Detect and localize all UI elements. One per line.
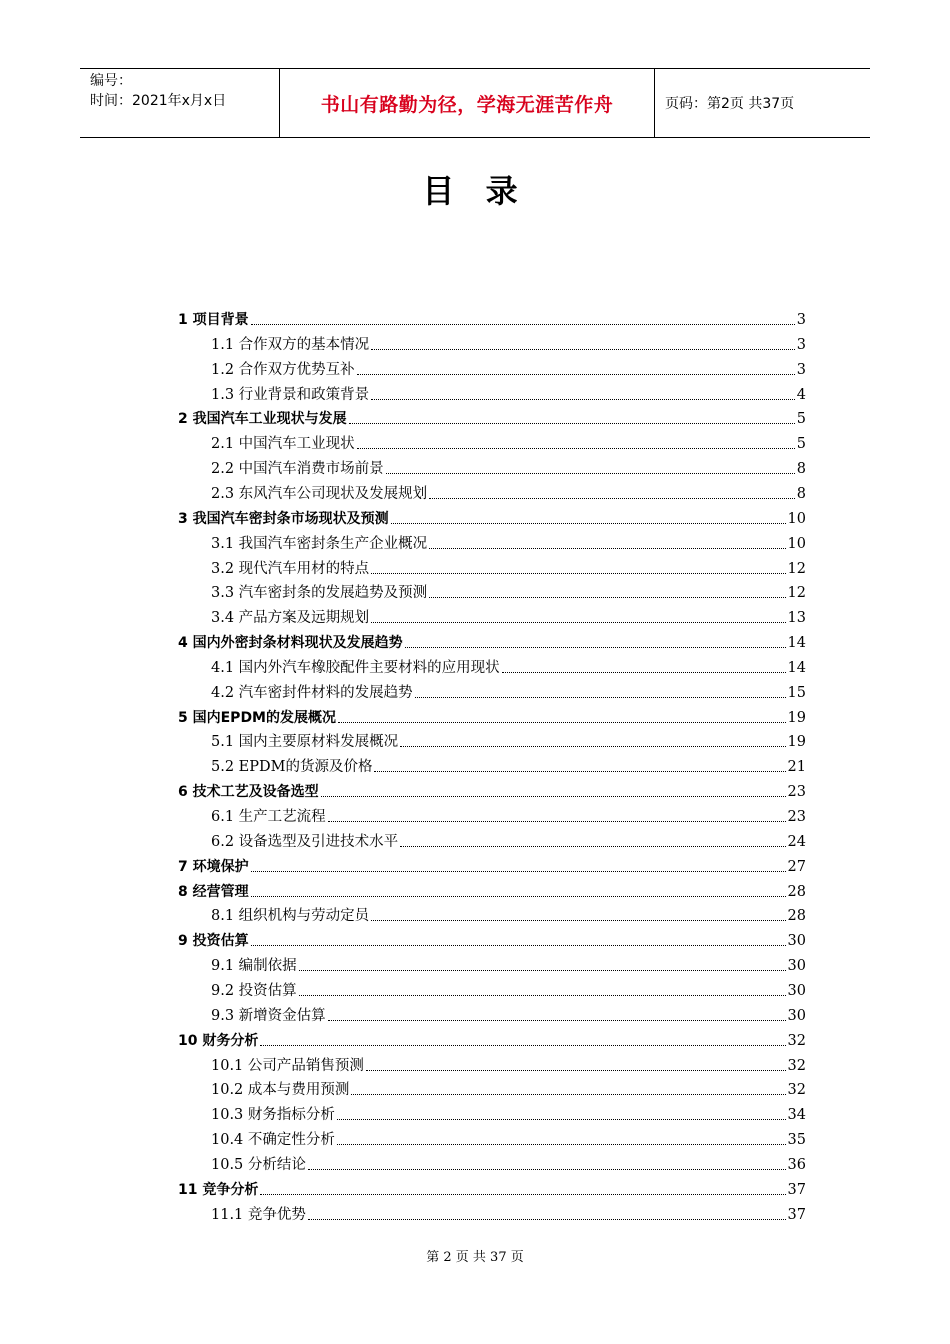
toc-entry-label: 10.2 成本与费用预测 [211,1082,350,1099]
toc-entry-page: 8 [796,485,806,502]
toc-entry-label: 6.1 生产工艺流程 [211,809,326,825]
toc-entry-page: 27 [787,858,806,875]
toc-dot-leader [357,374,795,375]
toc-entry-page: 14 [787,659,806,676]
toc-entry-label: 9.3 新增资金估算 [211,1007,326,1024]
toc-entry[interactable] [178,409,806,429]
toc-entry[interactable] [211,732,806,752]
toc-entry-label: 6 技术工艺及设备选型 [178,784,319,801]
toc-entry[interactable] [178,931,806,951]
toc-dot-leader [391,523,786,524]
toc-entry-label: 3.3 汽车密封条的发展趋势及预测 [211,585,428,602]
toc-entry-label: 4 国内外密封条材料现状及发展趋势 [178,635,403,652]
toc-dot-leader [338,722,786,723]
toc-entry-page: 4 [796,386,806,403]
toc-dot-leader [371,399,795,400]
toc-entry-label: 1.3 行业背景和政策背景 [211,386,370,403]
toc-entry-label: 10.1 公司产品销售预测 [211,1057,364,1074]
toc-entry-page: 36 [787,1156,806,1173]
toc-entry-page: 15 [787,684,806,701]
toc-entry-page: 30 [787,933,806,950]
toc-dot-leader [299,995,786,996]
toc-entry-page: 32 [787,1057,806,1074]
header-page-info: 页码：第2页 共37页 [665,96,795,112]
toc-entry-label: 5.2 EPDM的货源及价格 [211,759,373,776]
toc-entry[interactable] [178,857,806,877]
toc-dot-leader [502,672,786,673]
toc-entry[interactable] [178,633,806,653]
toc-entry-label: 2.2 中国汽车消费市场前景 [211,461,384,478]
toc-dot-leader [371,573,785,574]
toc-entry-label: 2 我国汽车工业现状与发展 [178,411,347,428]
toc-dot-leader [308,1169,786,1170]
toc-entry-label: 1 项目背景 [178,312,249,328]
toc-entry-label: 9.2 投资估算 [211,982,297,999]
toc-dot-leader [308,1219,786,1220]
toc-entry-page: 5 [796,436,806,453]
toc-entry-page: 3 [796,361,806,378]
toc-dot-leader [328,1020,786,1021]
toc-entry[interactable] [178,882,806,902]
toc-entry-label: 10.5 分析结论 [211,1156,306,1173]
toc-dot-leader [400,846,785,847]
toc-dot-leader [260,1194,785,1195]
toc-entry-page: 10 [787,535,806,552]
document-number-label: 编号： [90,73,132,89]
toc-entry-page: 30 [787,982,806,999]
toc-entry-label: 4.1 国内外汽车橡胶配件主要材料的应用现状 [211,659,500,676]
toc-entry[interactable] [211,1105,806,1125]
toc-entry[interactable] [211,583,806,603]
toc-dot-leader [400,746,785,747]
toc-dot-leader [405,647,786,648]
toc-dot-leader [366,1070,786,1071]
toc-entry-label: 11.1 竞争优势 [211,1206,306,1223]
page-footer: 第 2 页 共 37 页 [426,1250,524,1265]
toc-dot-leader [371,920,785,921]
toc-entry[interactable] [211,459,806,479]
toc-dot-leader [429,548,785,549]
toc-entry[interactable] [178,708,806,728]
toc-dot-leader [328,821,786,822]
toc-entry[interactable] [211,559,806,579]
toc-entry-label: 3.2 现代汽车用材的特点 [211,560,370,577]
toc-entry[interactable] [211,807,806,827]
toc-entry[interactable] [211,1155,806,1175]
toc-entry-page: 5 [796,411,806,428]
toc-entry-page: 23 [787,784,806,801]
toc-entry-label: 10 财务分析 [178,1032,259,1049]
toc-dot-leader [251,871,786,872]
toc-entry[interactable] [211,956,806,976]
toc-entry-page: 23 [787,809,806,825]
toc-entry[interactable] [211,981,806,1001]
toc-entry-page: 32 [787,1032,806,1049]
toc-entry-page: 28 [787,908,806,925]
toc-entry[interactable] [211,335,806,355]
toc-entry-page: 8 [796,461,806,478]
toc-entry-page: 19 [787,734,806,751]
toc-entry-label: 8.1 组织机构与劳动定员 [211,908,370,925]
toc-entry-label: 6.2 设备选型及引进技术水平 [211,833,399,850]
toc-entry[interactable] [211,484,806,504]
toc-dot-leader [299,970,786,971]
toc-entry-page: 30 [787,958,806,975]
toc-entry[interactable] [211,757,806,777]
header-motto: 书山有路勤为径，学海无涯苦作舟 [280,69,655,137]
toc-dot-leader [386,473,795,474]
toc-entry-page: 24 [787,833,806,850]
toc-entry-page: 13 [787,610,806,627]
toc-entry[interactable] [178,1180,806,1200]
toc-entry[interactable] [211,608,806,628]
toc-entry-label: 7 环境保护 [178,858,249,875]
toc-dot-leader [415,697,786,698]
toc-entry[interactable] [211,434,806,454]
toc-entry-label: 3 我国汽车密封条市场现状及预测 [178,510,389,527]
page-title: 目 录 [422,172,528,210]
toc-dot-leader [337,1144,786,1145]
toc-dot-leader [251,896,786,897]
toc-entry-page: 10 [787,510,806,527]
toc-entry[interactable] [211,1205,806,1225]
toc-entry[interactable] [178,1031,806,1051]
toc-entry[interactable] [211,683,806,703]
toc-dot-leader [429,498,795,499]
toc-entry-page: 34 [787,1107,806,1124]
toc-dot-leader [374,771,785,772]
toc-entry-label: 5.1 国内主要原材料发展概况 [211,734,399,751]
toc-dot-leader [371,622,785,623]
toc-entry[interactable] [178,310,806,330]
toc-dot-leader [349,423,795,424]
document-time-label: 时间：2021年x月x日 [90,93,227,109]
toc-entry-label: 11 竞争分析 [178,1181,259,1198]
toc-dot-leader [351,1094,785,1095]
header-meta [80,69,280,137]
toc-entry-page: 19 [787,709,806,726]
toc-entry-page: 32 [787,1082,806,1099]
toc-entry-label: 3.1 我国汽车密封条生产企业概况 [211,535,428,552]
toc-entry[interactable] [211,832,806,852]
toc-dot-leader [371,349,795,350]
toc-entry-page: 21 [787,759,806,776]
toc-entry-label: 3.4 产品方案及远期规划 [211,610,370,627]
toc-entry[interactable] [211,534,806,554]
toc-entry[interactable] [211,906,806,926]
toc-entry-page: 37 [787,1206,806,1223]
toc-entry-label: 9 投资估算 [178,933,249,950]
toc-dot-leader [321,796,786,797]
toc-entry-page: 3 [796,336,806,353]
toc-dot-leader [251,324,795,325]
toc-entry-label: 4.2 汽车密封件材料的发展趋势 [211,684,413,701]
toc-entry[interactable] [178,782,806,802]
toc-entry-page: 35 [787,1132,806,1149]
toc-entry[interactable] [211,1056,806,1076]
toc-entry[interactable] [211,1080,806,1100]
toc-dot-leader [251,945,786,946]
toc-entry[interactable] [178,509,806,529]
toc-entry-label: 10.3 财务指标分析 [211,1107,335,1124]
toc-entry[interactable] [211,1130,806,1150]
toc-entry-page: 14 [787,635,806,652]
toc-entry[interactable] [211,1006,806,1026]
toc-dot-leader [429,597,785,598]
toc-entry[interactable] [211,360,806,380]
toc-dot-leader [337,1119,786,1120]
toc-entry-label: 1.1 合作双方的基本情况 [211,336,370,353]
toc-entry-page: 12 [787,560,806,577]
toc-entry-label: 5 国内EPDM的发展概况 [178,709,336,726]
toc-entry-page: 37 [787,1181,806,1198]
toc-entry-label: 1.2 合作双方优势互补 [211,361,355,378]
toc-dot-leader [260,1045,785,1046]
toc-entry-label: 2.3 东风汽车公司现状及发展规划 [211,485,428,502]
toc-entry-page: 12 [787,585,806,602]
page-header [80,68,870,138]
toc-entry[interactable] [211,385,806,405]
toc-entry-page: 30 [787,1007,806,1024]
toc-entry-label: 2.1 中国汽车工业现状 [211,436,355,453]
toc-entry-label: 9.1 编制依据 [211,958,297,975]
toc-entry-label: 8 经营管理 [178,883,249,900]
toc-entry-label: 10.4 不确定性分析 [211,1132,335,1149]
toc-entry[interactable] [211,658,806,678]
toc-entry-page: 28 [787,883,806,900]
toc-dot-leader [357,448,795,449]
toc-entry-page: 3 [796,312,806,328]
